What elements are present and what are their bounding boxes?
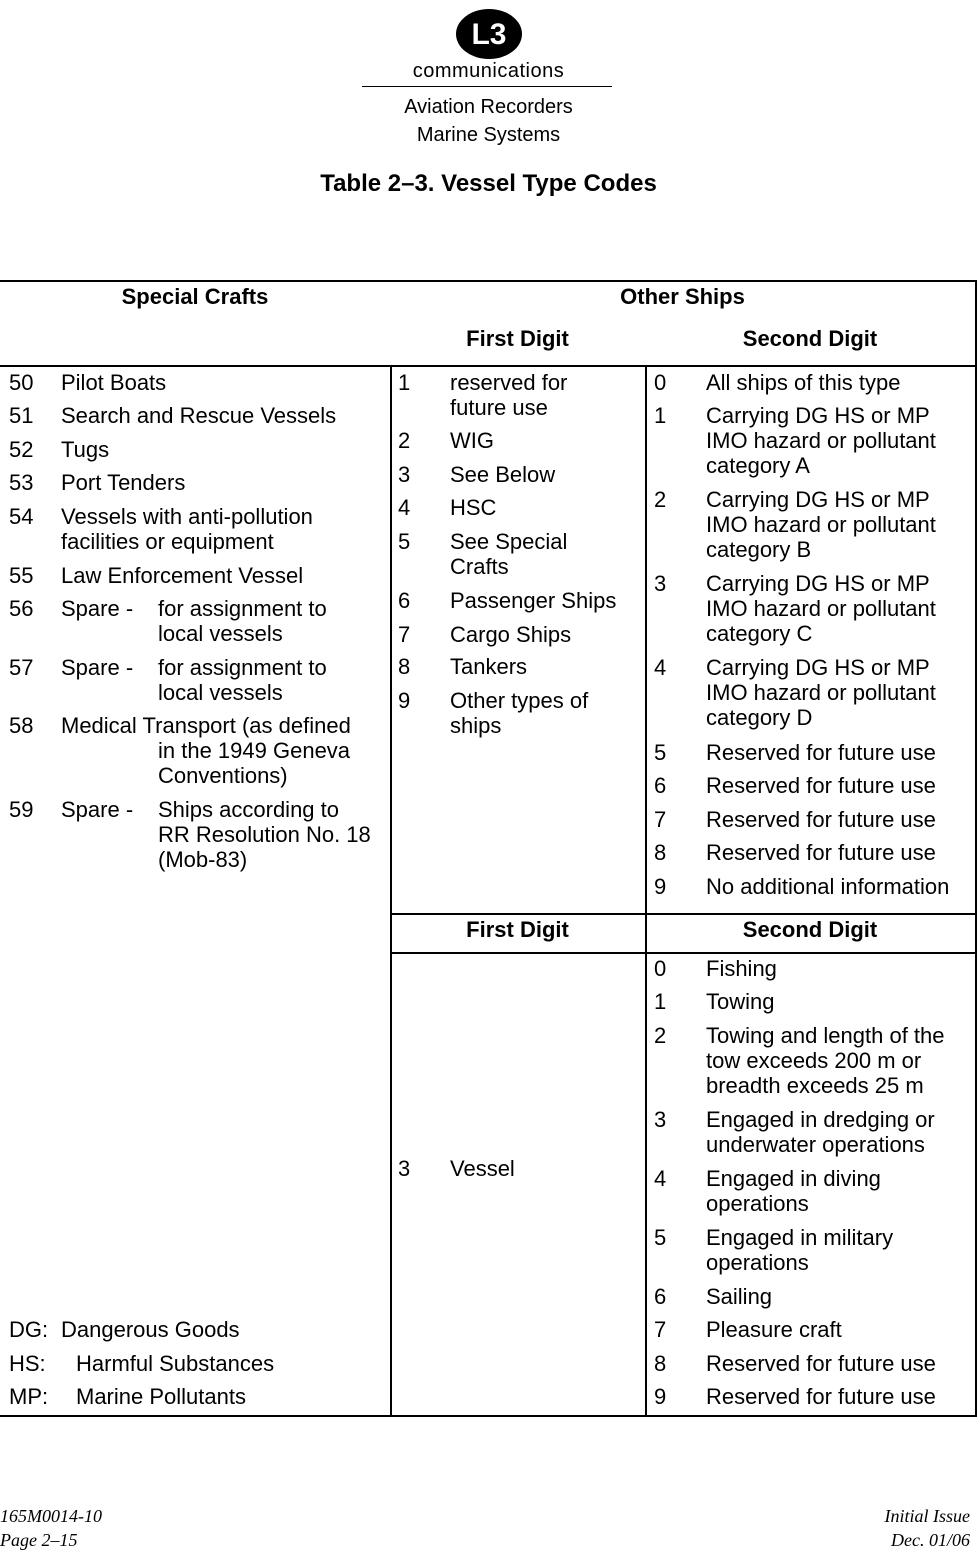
vessel-second-digit-item xyxy=(654,1384,972,1409)
first-digit-header-2: First Digit xyxy=(466,917,569,942)
second-digit-item xyxy=(654,740,972,765)
special-craft-item xyxy=(9,797,384,872)
item-code: 2 xyxy=(654,487,667,512)
first-digit-item xyxy=(398,495,638,520)
item-code: 9 xyxy=(398,688,411,713)
vessel-second-digit-item xyxy=(654,989,972,1014)
abbreviation-text: Harmful Substances xyxy=(76,1351,275,1376)
item-code: 3 xyxy=(654,571,667,596)
header-line-1: Aviation Recorders xyxy=(404,96,573,118)
item-detail-cont: local vessels xyxy=(158,621,283,646)
item-detail: for assignment to xyxy=(158,655,327,680)
special-crafts-header: Special Crafts xyxy=(121,284,269,309)
first-digit-item xyxy=(398,462,638,487)
vessel-second-digit-item xyxy=(654,1284,972,1309)
item-detail-cont: (Mob-83) xyxy=(158,847,248,872)
column-divider-2 xyxy=(645,365,647,1416)
header-line-2: Marine Systems xyxy=(416,124,561,146)
item-detail: Ships according to xyxy=(158,797,339,822)
item-code: 0 xyxy=(654,956,667,981)
second-digit-header: Second Digit xyxy=(742,326,878,351)
special-craft-item xyxy=(9,403,379,428)
item-label-cont: category A xyxy=(706,453,810,478)
l3-logo xyxy=(455,8,523,60)
item-label: Tankers xyxy=(450,654,528,679)
abbreviation-item xyxy=(9,1317,379,1342)
item-code: 6 xyxy=(398,588,411,613)
item-label: No additional information xyxy=(706,874,950,899)
item-label: Carrying DG HS or MP xyxy=(706,403,930,428)
item-label: Other types of xyxy=(450,688,589,713)
abbreviation-code: DG: xyxy=(9,1317,49,1342)
page-number: Page 2–15 xyxy=(0,1530,78,1550)
second-digit-item xyxy=(654,370,972,395)
vessel-second-digit-item xyxy=(654,1023,972,1098)
item-code: 58 xyxy=(9,713,34,738)
abbreviation-item xyxy=(9,1384,379,1409)
second-digit-item xyxy=(654,571,972,646)
item-label: Tugs xyxy=(61,437,110,462)
item-code: 1 xyxy=(398,370,411,395)
second-digit-item xyxy=(654,874,972,899)
item-label-cont: ships xyxy=(450,713,502,738)
item-label-cont: tow exceeds 200 m or xyxy=(706,1048,922,1073)
item-label: Cargo Ships xyxy=(450,622,572,647)
vessel-second-digit-item xyxy=(654,1107,972,1157)
item-label: Port Tenders xyxy=(61,470,186,495)
first-digit-header: First Digit xyxy=(466,326,569,351)
item-code: 2 xyxy=(398,428,411,453)
item-label: Vessel xyxy=(450,1156,515,1181)
second-digit-item xyxy=(654,403,972,478)
item-code: 8 xyxy=(654,840,667,865)
item-code: 8 xyxy=(398,654,411,679)
second-digit-header-2: Second Digit xyxy=(742,917,878,942)
item-label-cont: facilities or equipment xyxy=(61,529,274,554)
item-label: Sailing xyxy=(706,1284,773,1309)
abbreviation-text: Dangerous Goods xyxy=(61,1317,240,1342)
item-label-cont: operations xyxy=(706,1191,809,1216)
item-code: 55 xyxy=(9,563,34,588)
item-label: Engaged in military xyxy=(706,1225,894,1250)
item-label-cont: underwater operations xyxy=(706,1132,925,1157)
item-detail: in the 1949 Geneva xyxy=(158,738,351,763)
subheader-divider-bottom xyxy=(390,952,977,954)
item-label: Carrying DG HS or MP xyxy=(706,487,930,512)
item-label: Search and Rescue Vessels xyxy=(61,403,337,428)
special-craft-item xyxy=(9,596,379,646)
item-code: 51 xyxy=(9,403,34,428)
item-label: Vessels with anti-pollution xyxy=(61,504,313,529)
second-digit-item xyxy=(654,840,972,865)
first-digit-item xyxy=(398,588,638,613)
first-digit-item xyxy=(398,529,638,579)
item-code: 53 xyxy=(9,470,34,495)
abbreviation-code: MP: xyxy=(9,1384,49,1409)
item-detail-cont: RR Resolution No. 18 xyxy=(158,822,371,847)
item-label: Passenger Ships xyxy=(450,588,617,613)
item-label: Spare - xyxy=(61,655,134,680)
item-label-cont: IMO hazard or pollutant xyxy=(706,428,936,453)
item-code: 59 xyxy=(9,797,34,822)
item-label-cont: future use xyxy=(450,395,548,420)
item-code: 5 xyxy=(654,1225,667,1250)
subheader-divider-top xyxy=(390,913,977,915)
special-craft-item xyxy=(9,470,379,495)
special-craft-item xyxy=(9,563,379,588)
abbreviation-code: HS: xyxy=(9,1351,46,1376)
item-code: 4 xyxy=(654,655,667,680)
item-code: 5 xyxy=(654,740,667,765)
item-code: 3 xyxy=(398,1156,411,1181)
item-label-cont: breadth exceeds 25 m xyxy=(706,1073,924,1098)
item-label: Spare - xyxy=(61,797,134,822)
first-digit-item xyxy=(398,622,638,647)
item-label: Law Enforcement Vessel xyxy=(61,563,304,588)
item-label: Towing and length of the xyxy=(706,1023,945,1048)
issue-date: Dec. 01/06 xyxy=(891,1530,970,1550)
item-label: reserved for xyxy=(450,370,568,395)
abbreviation-text: Marine Pollutants xyxy=(76,1384,246,1409)
vessel-second-digit-item xyxy=(654,1225,972,1275)
item-code: 4 xyxy=(398,495,411,520)
vessel-second-digit-item xyxy=(654,1317,972,1342)
special-craft-item xyxy=(9,504,379,554)
item-label: Reserved for future use xyxy=(706,740,936,765)
item-label: Reserved for future use xyxy=(706,840,936,865)
item-code: 6 xyxy=(654,773,667,798)
item-label: Carrying DG HS or MP xyxy=(706,655,930,680)
item-detail-cont: Conventions) xyxy=(158,763,288,788)
special-craft-item xyxy=(9,713,379,788)
item-code: 6 xyxy=(654,1284,667,1309)
item-code: 0 xyxy=(654,370,667,395)
item-code: 9 xyxy=(654,1384,667,1409)
item-code: 7 xyxy=(654,807,667,832)
logo-mark: L3 xyxy=(471,18,507,51)
item-label: Reserved for future use xyxy=(706,1351,936,1376)
company-name: communications xyxy=(412,60,565,82)
item-label: Reserved for future use xyxy=(706,807,936,832)
item-label: See Special xyxy=(450,529,568,554)
vessel-second-digit-item xyxy=(654,1351,972,1376)
vessel-first-digit xyxy=(398,1156,638,1181)
item-label-cont: category B xyxy=(706,537,812,562)
header-divider xyxy=(0,365,977,367)
issue-label: Initial Issue xyxy=(884,1506,970,1526)
item-label-cont: IMO hazard or pollutant xyxy=(706,680,936,705)
item-label: See Below xyxy=(450,462,556,487)
item-code: 3 xyxy=(398,462,411,487)
table-title: Table 2–3. Vessel Type Codes xyxy=(320,170,657,197)
first-digit-item xyxy=(398,370,638,420)
item-label-cont: operations xyxy=(706,1250,809,1275)
second-digit-item xyxy=(654,807,972,832)
first-digit-item xyxy=(398,688,638,738)
item-code: 54 xyxy=(9,504,34,529)
item-label: Towing xyxy=(706,989,775,1014)
item-code: 3 xyxy=(654,1107,667,1132)
item-label: Spare - xyxy=(61,596,134,621)
first-digit-item xyxy=(398,428,638,453)
special-craft-item xyxy=(9,437,379,462)
logo-divider xyxy=(362,86,612,87)
abbreviation-item xyxy=(9,1351,379,1376)
item-label: HSC xyxy=(450,495,497,520)
item-label-cont: category C xyxy=(706,621,813,646)
column-divider-1 xyxy=(390,365,392,1416)
item-code: 1 xyxy=(654,403,667,428)
item-label: Engaged in dredging or xyxy=(706,1107,935,1132)
item-label: Pilot Boats xyxy=(61,370,167,395)
item-label: Pleasure craft xyxy=(706,1317,842,1342)
item-label-cont: category D xyxy=(706,705,813,730)
item-label: Fishing xyxy=(706,956,777,981)
special-craft-item xyxy=(9,655,379,705)
item-label: WIG xyxy=(450,428,494,453)
item-label: Reserved for future use xyxy=(706,773,936,798)
item-detail-cont: local vessels xyxy=(158,680,283,705)
item-code: 57 xyxy=(9,655,34,680)
item-label: Reserved for future use xyxy=(706,1384,936,1409)
vessel-second-digit-item xyxy=(654,1166,972,1216)
item-code: 56 xyxy=(9,596,34,621)
doc-number: 165M0014-10 xyxy=(0,1506,102,1526)
item-label-cont: Crafts xyxy=(450,554,509,579)
item-code: 2 xyxy=(654,1023,667,1048)
item-code: 7 xyxy=(654,1317,667,1342)
table-border-top xyxy=(0,280,977,282)
item-code: 4 xyxy=(654,1166,667,1191)
second-digit-item xyxy=(654,487,972,562)
item-code: 9 xyxy=(654,874,667,899)
item-label-cont: IMO hazard or pollutant xyxy=(706,596,936,621)
other-ships-header: Other Ships xyxy=(620,284,745,309)
item-code: 50 xyxy=(9,370,34,395)
item-code: 5 xyxy=(398,529,411,554)
second-digit-item xyxy=(654,773,972,798)
special-craft-item xyxy=(9,370,379,395)
item-code: 1 xyxy=(654,989,667,1014)
table-border-bottom xyxy=(0,1415,977,1417)
vessel-second-digit-item xyxy=(654,956,972,981)
first-digit-item xyxy=(398,654,638,679)
item-label: Engaged in diving xyxy=(706,1166,881,1191)
item-code: 7 xyxy=(398,622,411,647)
item-code: 52 xyxy=(9,437,34,462)
item-detail: for assignment to xyxy=(158,596,327,621)
item-code: 8 xyxy=(654,1351,667,1376)
item-label-cont: IMO hazard or pollutant xyxy=(706,512,936,537)
item-label: All ships of this type xyxy=(706,370,901,395)
item-label: Carrying DG HS or MP xyxy=(706,571,930,596)
item-label: Medical Transport (as defined xyxy=(61,713,351,738)
second-digit-item xyxy=(654,655,972,730)
